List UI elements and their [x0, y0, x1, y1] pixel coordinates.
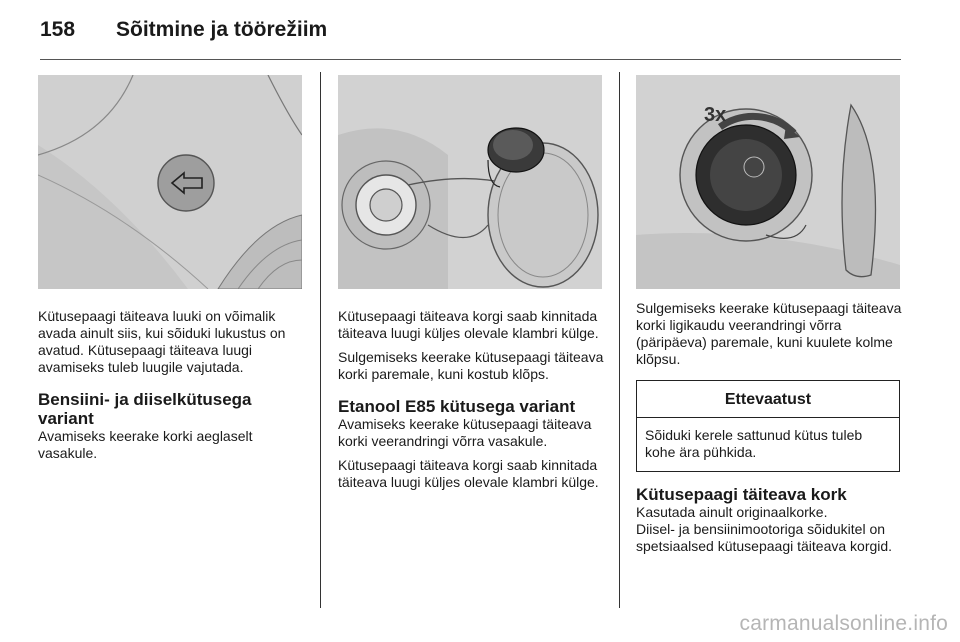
fuel-flap-closed-illustration [38, 75, 302, 289]
column-3-text [636, 300, 904, 375]
page-number: 158 [40, 18, 76, 41]
paragraph: Avamiseks keerake kütusepaagi täiteava korki veerandringi võrra vasakule. [338, 416, 592, 449]
column-3-text-lower [636, 485, 904, 562]
section-heading: Etanool E85 kütusega variant [338, 397, 576, 416]
column-divider [320, 72, 321, 608]
watermark: carmanualsonline.info [739, 612, 948, 635]
e85-cap-illustration [636, 75, 900, 289]
column-2-text [338, 308, 606, 498]
section-heading: Kütusepaagi täiteava kork [636, 485, 847, 504]
caution-text: Sõiduki kerele sattunud kütus tuleb kohe ära pühkida. [645, 427, 863, 460]
column-2 [338, 75, 604, 490]
turns-label: 3x [704, 104, 727, 126]
paragraph: Sulgemiseks keerake kütusepaagi täiteava korki paremale, kuni kostub klõps. [338, 349, 604, 382]
column-3 [636, 75, 902, 554]
fuel-cap-open-illustration [338, 75, 602, 289]
paragraph: Avamiseks keerake korki aeglaselt vasakule. [38, 428, 253, 461]
page-header [40, 18, 900, 58]
caution-title: Ettevaatust [637, 381, 899, 418]
paragraph: Diisel- ja bensiinimootoriga sõidukitel on spetsiaalsed kütusepaagi täiteava korgid. [636, 521, 893, 554]
paragraph: Sulgemiseks keerake kütusepaagi täiteava korki ligikaudu veerandringi võrra (päripäeva) paremale, kuni kuulete kolme klõpsu. [636, 300, 902, 367]
paragraph: Kasutada ainult originaalkorke. [636, 504, 828, 520]
paragraph: Kütusepaagi täiteava korgi saab kinnitada täiteava luugi küljes olevale klambri külge. [338, 457, 599, 490]
page-title: Sõitmine ja töörežiim [116, 18, 328, 41]
header-divider [40, 59, 901, 60]
column-1-text [38, 308, 306, 469]
column-1 [38, 75, 303, 461]
section-heading: Bensiini- ja diiselkütusega variant [38, 390, 252, 428]
caution-box [636, 380, 900, 472]
paragraph: Kütusepaagi täiteava korgi saab kinnitada täiteava luugi küljes olevale klambri külge. [338, 308, 599, 341]
column-divider [619, 72, 620, 608]
paragraph: Kütusepaagi täiteava luuki on võimalik avada ainult siis, kui sõiduki lukustus on avatud. Kütusepaagi täiteava luugi avamiseks tuleb luugile vajutada. [38, 308, 286, 375]
